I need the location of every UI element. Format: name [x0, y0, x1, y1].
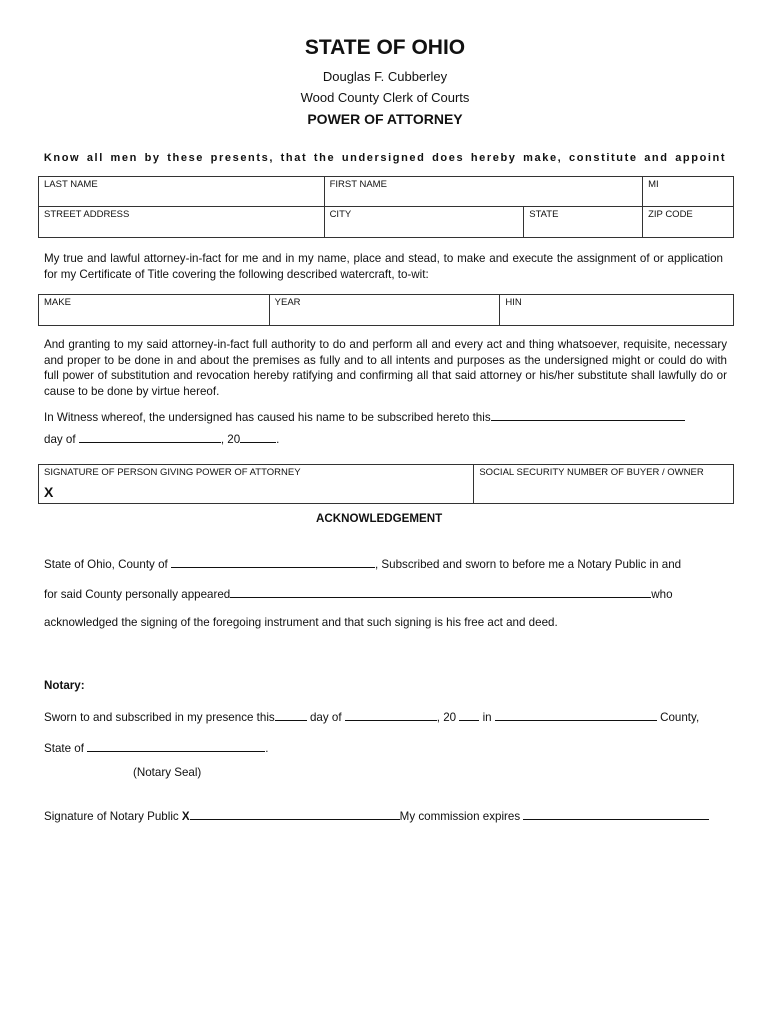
- make-label: MAKE: [44, 297, 71, 308]
- witness-date-line: [44, 431, 279, 446]
- appeared-line: [44, 586, 673, 601]
- for-said-text: for said County personally appeared: [44, 588, 231, 601]
- last-name-field[interactable]: [39, 177, 325, 207]
- clerk-name: Douglas F. Cubberley: [322, 69, 448, 84]
- watercraft-table: [38, 294, 734, 326]
- year-label: YEAR: [274, 297, 301, 308]
- commission-text: My commission expires: [399, 810, 521, 823]
- acknowledged-text: acknowledged the signing of the foregoing instrument and that such signing is his free act and deed.: [44, 616, 558, 629]
- ssn-field[interactable]: [474, 465, 734, 504]
- mi-field[interactable]: [643, 177, 734, 207]
- witness-month-blank[interactable]: [79, 431, 221, 443]
- city-field[interactable]: [324, 207, 524, 238]
- signature-table: [38, 464, 734, 504]
- zip-code-label: ZIP CODE: [648, 209, 693, 220]
- notary-sworn-line: [44, 709, 699, 724]
- notary-signature-line: [44, 808, 709, 823]
- appointee-table: [38, 176, 734, 238]
- witness-day-blank[interactable]: [491, 409, 685, 421]
- hin-label: HIN: [505, 297, 522, 308]
- sworn-text: Sworn to and subscribed in my presence this: [44, 711, 275, 724]
- in-text: in: [482, 711, 492, 724]
- notary-month-blank[interactable]: [345, 709, 437, 721]
- state-label: STATE: [529, 209, 559, 220]
- state-county-line: [44, 556, 681, 571]
- clerk-title: Wood County Clerk of Courts: [300, 90, 470, 105]
- state-field[interactable]: [524, 207, 643, 238]
- year-field[interactable]: [269, 295, 500, 326]
- day-of-text: day of: [44, 433, 76, 446]
- intro-text: Know all men by these presents, that the undersigned does hereby make, constitute and appoint: [43, 152, 727, 164]
- authority-paragraph: And granting to my said attorney-in-fact full authority to do and perform all and every act and thing whatsoever, requisite, necessary and proper to be done in and about the premises as fully and to all intents and purposes as the undersigned might or could do with full power of substitution and revocation hereby ratifying and confirming all that said attorney or his/her substitute shall lawfully do or cause to be done by virtue hereof.: [44, 338, 727, 398]
- page-title: STATE OF OHIO: [304, 36, 466, 59]
- hin-field[interactable]: [500, 295, 734, 326]
- signature-label: SIGNATURE OF PERSON GIVING POWER OF ATTORNEY: [44, 467, 301, 478]
- city-label: CITY: [329, 209, 352, 220]
- appeared-name-blank[interactable]: [230, 586, 651, 598]
- last-name-label: LAST NAME: [44, 179, 98, 190]
- notary-state-period: .: [265, 742, 269, 755]
- notary-year-blank[interactable]: [459, 709, 479, 721]
- notary-day-blank[interactable]: [275, 709, 307, 721]
- county-text: County,: [660, 711, 700, 724]
- notary-signature-text: Signature of Notary Public: [44, 810, 179, 823]
- state-county-text: State of Ohio, County of: [44, 558, 168, 571]
- street-address-field[interactable]: [39, 207, 325, 238]
- subscribed-text: , Subscribed and sworn to before me a Notary Public in and: [374, 558, 682, 571]
- county-blank[interactable]: [171, 556, 375, 568]
- notary-signature-blank[interactable]: [190, 808, 400, 820]
- first-name-field[interactable]: [324, 177, 643, 207]
- ssn-label: SOCIAL SECURITY NUMBER OF BUYER / OWNER: [479, 467, 704, 478]
- period-text: .: [276, 433, 280, 446]
- notary-day-of-text: day of: [309, 711, 342, 724]
- notary-county-blank[interactable]: [495, 709, 657, 721]
- signature-x-mark: X: [44, 484, 54, 500]
- first-name-label: FIRST NAME: [329, 179, 387, 190]
- zip-code-field[interactable]: [643, 207, 734, 238]
- mi-label: MI: [648, 179, 659, 190]
- witness-text: In Witness whereof, the undersigned has caused his name to be subscribed hereto this: [44, 411, 491, 424]
- notary-state-line: [44, 740, 268, 755]
- witness-line: [44, 409, 685, 424]
- grantor-signature-field[interactable]: [39, 465, 474, 504]
- acknowledgement-heading: ACKNOWLEDGEMENT: [316, 512, 443, 525]
- appointment-paragraph: My true and lawful attorney-in-fact for me and in my name, place and stead, to make and execute the assignment of or application for my Certificate of Title covering the following described watercraft, to-wit:: [44, 252, 723, 281]
- notary-x-mark: X: [181, 810, 190, 823]
- who-text: who: [651, 588, 673, 601]
- street-address-label: STREET ADDRESS: [44, 209, 130, 220]
- make-field[interactable]: [39, 295, 270, 326]
- year-prefix-text: , 20: [220, 433, 241, 446]
- witness-year-blank[interactable]: [240, 431, 276, 443]
- state-of-text: State of: [44, 742, 84, 755]
- commission-expires-blank[interactable]: [523, 808, 709, 820]
- notary-seal-text: (Notary Seal): [133, 766, 202, 779]
- notary-year-text: , 20: [436, 711, 457, 724]
- notary-label: Notary:: [44, 679, 85, 692]
- notary-state-blank[interactable]: [87, 740, 265, 752]
- document-title: POWER OF ATTORNEY: [307, 111, 463, 127]
